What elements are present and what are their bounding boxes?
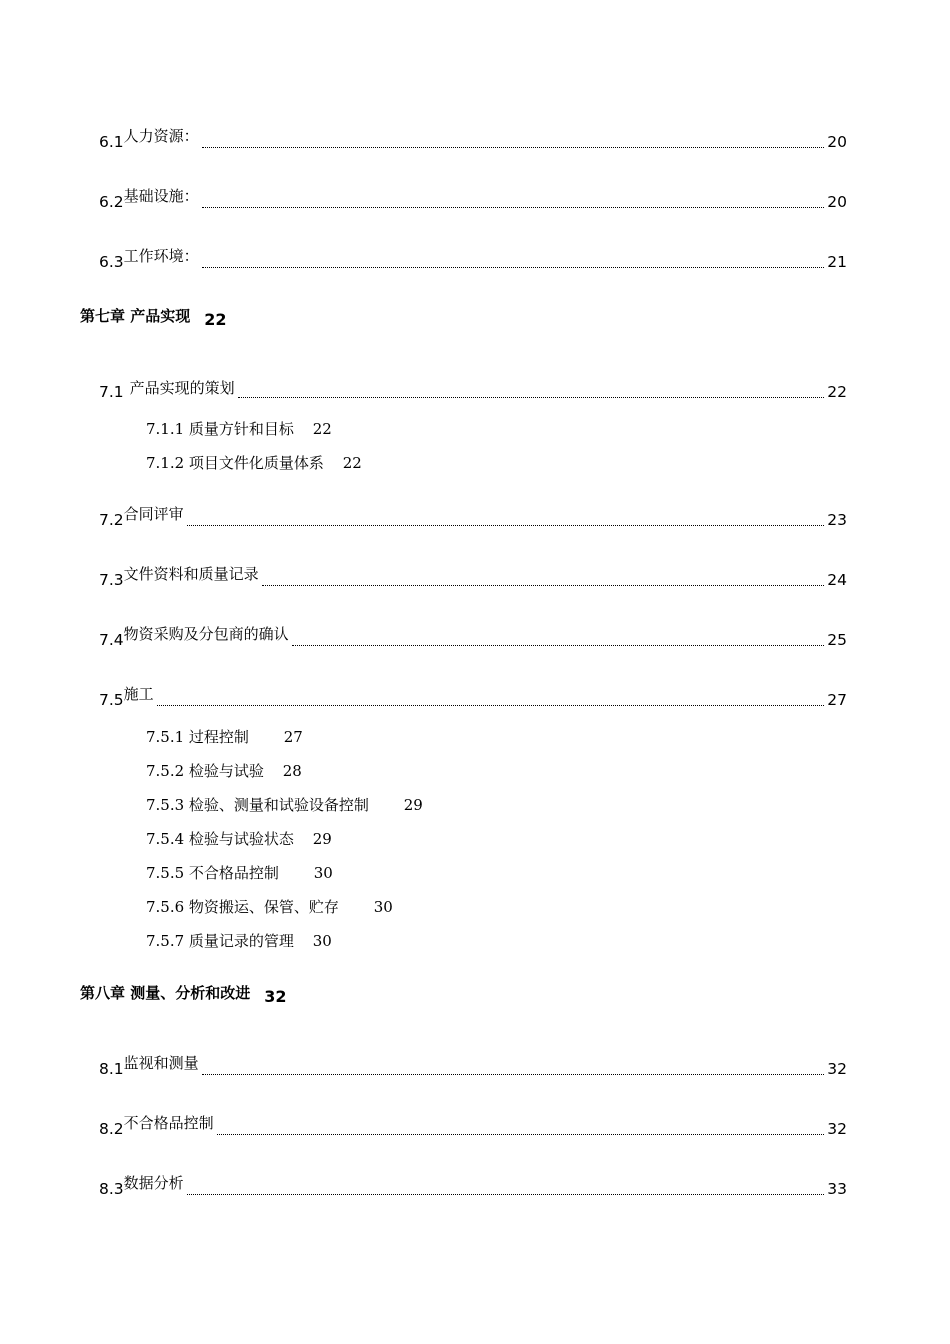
sub-entry-title: 7.5.1 过程控制	[146, 728, 249, 746]
sub-entry-title: 7.5.3 检验、测量和试验设备控制	[146, 796, 369, 814]
sub-entry-title: 7.5.5 不合格品控制	[146, 864, 279, 882]
sub-entry-7-5-4[interactable]	[146, 828, 332, 849]
dot-leader	[202, 266, 825, 268]
entry-page: 22	[827, 383, 847, 401]
toc-entry-6-3[interactable]	[99, 248, 847, 272]
entry-number: 8.2	[99, 1120, 124, 1138]
dot-leader	[187, 524, 825, 526]
sub-entry-page: 29	[312, 830, 332, 848]
toc-entry-7-2[interactable]	[99, 506, 847, 530]
entry-number: 6.3	[99, 253, 124, 271]
entry-title: 人力资源：	[123, 127, 199, 145]
dot-leader	[217, 1133, 825, 1135]
chapter-7-heading[interactable]	[80, 308, 227, 329]
sub-entry-7-5-2[interactable]	[146, 760, 302, 781]
toc-entry-7-3[interactable]	[99, 566, 847, 590]
entry-title: 数据分析	[123, 1174, 184, 1192]
dot-leader	[292, 644, 825, 646]
entry-title: 不合格品控制	[123, 1114, 214, 1132]
sub-entry-title: 7.1.2 项目文件化质量体系	[146, 454, 324, 472]
entry-title: 物资采购及分包商的确认	[123, 625, 289, 643]
entry-title: 监视和测量	[123, 1054, 199, 1072]
toc-entry-6-1[interactable]	[99, 128, 847, 152]
sub-entry-7-1-1[interactable]	[146, 418, 332, 439]
sub-entry-page: 27	[283, 728, 303, 746]
sub-entry-title: 7.1.1 质量方针和目标	[146, 420, 294, 438]
dot-leader	[202, 146, 825, 148]
entry-number: 8.3	[99, 1180, 124, 1198]
toc-entry-6-2[interactable]	[99, 188, 847, 212]
toc-entry-7-4[interactable]	[99, 626, 847, 650]
entry-page: 27	[827, 691, 847, 709]
sub-entry-7-5-5[interactable]	[146, 862, 333, 883]
sub-entry-title: 7.5.6 物资搬运、保管、贮存	[146, 898, 339, 916]
entry-page: 32	[827, 1120, 847, 1138]
dot-leader	[187, 1193, 825, 1195]
sub-entry-page: 30	[313, 864, 333, 882]
entry-number: 7.5	[99, 691, 124, 709]
sub-entry-7-5-1[interactable]	[146, 726, 303, 747]
sub-entry-7-5-7[interactable]	[146, 930, 332, 951]
entry-page: 32	[827, 1060, 847, 1078]
entry-page: 25	[827, 631, 847, 649]
entry-title: 施工	[123, 685, 154, 703]
chapter-page: 32	[264, 987, 287, 1006]
chapter-8-heading[interactable]	[80, 985, 287, 1006]
dot-leader	[202, 206, 825, 208]
dot-leader	[262, 584, 825, 586]
entry-number: 8.1	[99, 1060, 124, 1078]
sub-entry-7-1-2[interactable]	[146, 452, 362, 473]
toc-entry-8-2[interactable]	[99, 1115, 847, 1139]
entry-number: 7.4	[99, 631, 124, 649]
entry-title: 合同评审	[123, 505, 184, 523]
sub-entry-7-5-6[interactable]	[146, 896, 393, 917]
sub-entry-page: 29	[403, 796, 423, 814]
sub-entry-title: 7.5.7 质量记录的管理	[146, 932, 294, 950]
entry-title: 文件资料和质量记录	[123, 565, 259, 583]
sub-entry-title: 7.5.4 检验与试验状态	[146, 830, 294, 848]
entry-number: 6.2	[99, 193, 124, 211]
entry-number: 7.1	[99, 383, 124, 401]
entry-page: 33	[827, 1180, 847, 1198]
entry-page: 20	[827, 193, 847, 211]
sub-entry-7-5-3[interactable]	[146, 794, 423, 815]
dot-leader	[238, 396, 825, 398]
sub-entry-page: 28	[282, 762, 302, 780]
sub-entry-page: 22	[312, 420, 332, 438]
entry-number: 7.2	[99, 511, 124, 529]
entry-title: 工作环境：	[123, 247, 199, 265]
toc-entry-7-1[interactable]	[99, 378, 847, 402]
entry-number: 7.3	[99, 571, 124, 589]
chapter-title: 第八章 测量、分析和改进	[80, 984, 251, 1002]
sub-entry-page: 22	[342, 454, 362, 472]
entry-title: 基础设施：	[123, 187, 199, 205]
entry-page: 23	[827, 511, 847, 529]
chapter-title: 第七章 产品实现	[80, 307, 191, 325]
sub-entry-page: 30	[312, 932, 332, 950]
dot-leader	[202, 1073, 825, 1075]
entry-page: 24	[827, 571, 847, 589]
toc-entry-8-3[interactable]	[99, 1175, 847, 1199]
sub-entry-page: 30	[373, 898, 393, 916]
entry-title: 产品实现的策划	[129, 379, 235, 397]
dot-leader	[157, 704, 825, 706]
toc-entry-7-5[interactable]	[99, 686, 847, 710]
sub-entry-title: 7.5.2 检验与试验	[146, 762, 264, 780]
chapter-page: 22	[204, 310, 227, 329]
toc-entry-8-1[interactable]	[99, 1055, 847, 1079]
entry-page: 21	[827, 253, 847, 271]
entry-number: 6.1	[99, 133, 124, 151]
entry-page: 20	[827, 133, 847, 151]
